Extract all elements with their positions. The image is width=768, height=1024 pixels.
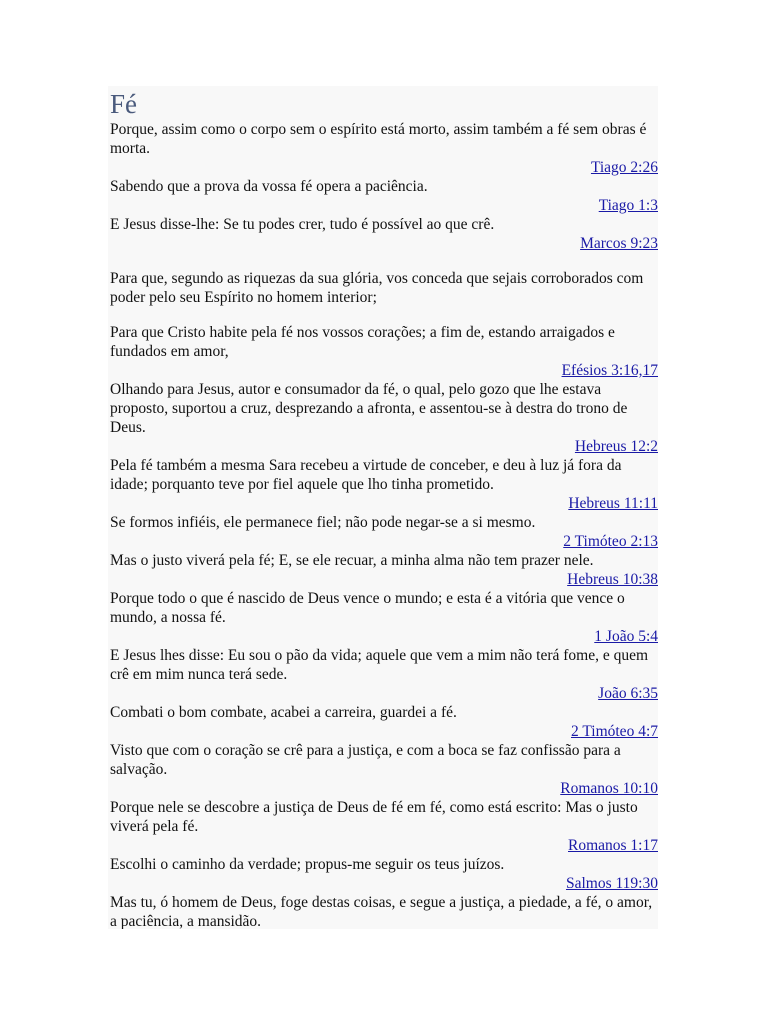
- verse-text: Mas o justo viverá pela fé; E, se ele recuar, a minha alma não tem prazer nele.: [110, 552, 594, 569]
- verse-reference-link[interactable]: 1 João 5:4: [594, 628, 658, 645]
- verse-text: Visto que com o coração se crê para a justiça, e com a boca se faz confissão para a salvação.: [110, 742, 621, 778]
- verse-reference-link[interactable]: Hebreus 10:38: [567, 571, 658, 588]
- verse-text: Pela fé também a mesma Sara recebeu a virtude de conceber, e deu à luz já fora da idade; porquanto teve por fiel aquele que lho tinha prometido.: [110, 457, 622, 493]
- verse-text: Se formos infiéis, ele permanece fiel; não pode negar-se a si mesmo.: [110, 514, 536, 531]
- verse-reference-link[interactable]: Romanos 1:17: [568, 837, 658, 854]
- verse-reference-link[interactable]: Hebreus 11:11: [568, 495, 658, 512]
- verse-reference-link[interactable]: João 6:35: [598, 685, 658, 702]
- verse-text: Porque todo o que é nascido de Deus vence o mundo; e esta é a vitória que vence o mundo, a nossa fé.: [110, 590, 625, 626]
- verse-text: Mas tu, ó homem de Deus, foge destas coisas, e segue a justiça, a piedade, a fé, o amor, a paciência, a mansidão.: [110, 894, 653, 929]
- verse-text: Escolhi o caminho da verdade; propus-me seguir os teus juízos.: [110, 856, 505, 873]
- verse-text: E Jesus disse-lhe: Se tu podes crer, tudo é possível ao que crê.: [110, 216, 495, 233]
- verse-reference-link[interactable]: Salmos 119:30: [565, 875, 658, 892]
- verse-reference-link[interactable]: Tiago 1:3: [598, 197, 658, 214]
- verse-text: Para que Cristo habite pela fé nos vossos corações; a fim de, estando arraigados e fundados em amor,: [110, 324, 615, 360]
- document-page: [108, 86, 658, 929]
- verse-reference-link[interactable]: Marcos 9:23: [580, 235, 658, 252]
- verse-reference-link[interactable]: Romanos 10:10: [560, 780, 658, 797]
- verse-reference-link[interactable]: Tiago 2:26: [590, 159, 658, 176]
- verse-text: Porque nele se descobre a justiça de Deus de fé em fé, como está escrito: Mas o justo viverá pela fé.: [110, 799, 638, 835]
- page-title: Fé: [110, 89, 137, 119]
- verse-text: Olhando para Jesus, autor e consumador da fé, o qual, pelo gozo que lhe estava proposto, suportou a cruz, desprezando a afronta, e assentou-se à destra do trono de Deus.: [110, 381, 628, 436]
- spacer: [110, 307, 658, 323]
- verse-text: Para que, segundo as riquezas da sua glória, vos conceda que sejais corroborados com poder pelo seu Espírito no homem interior;: [110, 270, 644, 306]
- verse-text: Combati o bom combate, acabei a carreira, guardei a fé.: [110, 704, 457, 721]
- verse-reference-link[interactable]: Hebreus 12:2: [574, 438, 658, 455]
- verse-text: E Jesus lhes disse: Eu sou o pão da vida; aquele que vem a mim não terá fome, e quem crê em mim nunca terá sede.: [110, 647, 649, 683]
- spacer: [110, 253, 658, 269]
- verse-text: Sabendo que a prova da vossa fé opera a paciência.: [110, 178, 428, 195]
- verse-reference-link[interactable]: 2 Timóteo 4:7: [571, 723, 658, 740]
- verse-text: Porque, assim como o corpo sem o espírito está morto, assim também a fé sem obras é morta.: [110, 121, 647, 157]
- verse-reference-link[interactable]: 2 Timóteo 2:13: [563, 533, 658, 550]
- verse-reference-link[interactable]: Efésios 3:16,17: [561, 362, 658, 379]
